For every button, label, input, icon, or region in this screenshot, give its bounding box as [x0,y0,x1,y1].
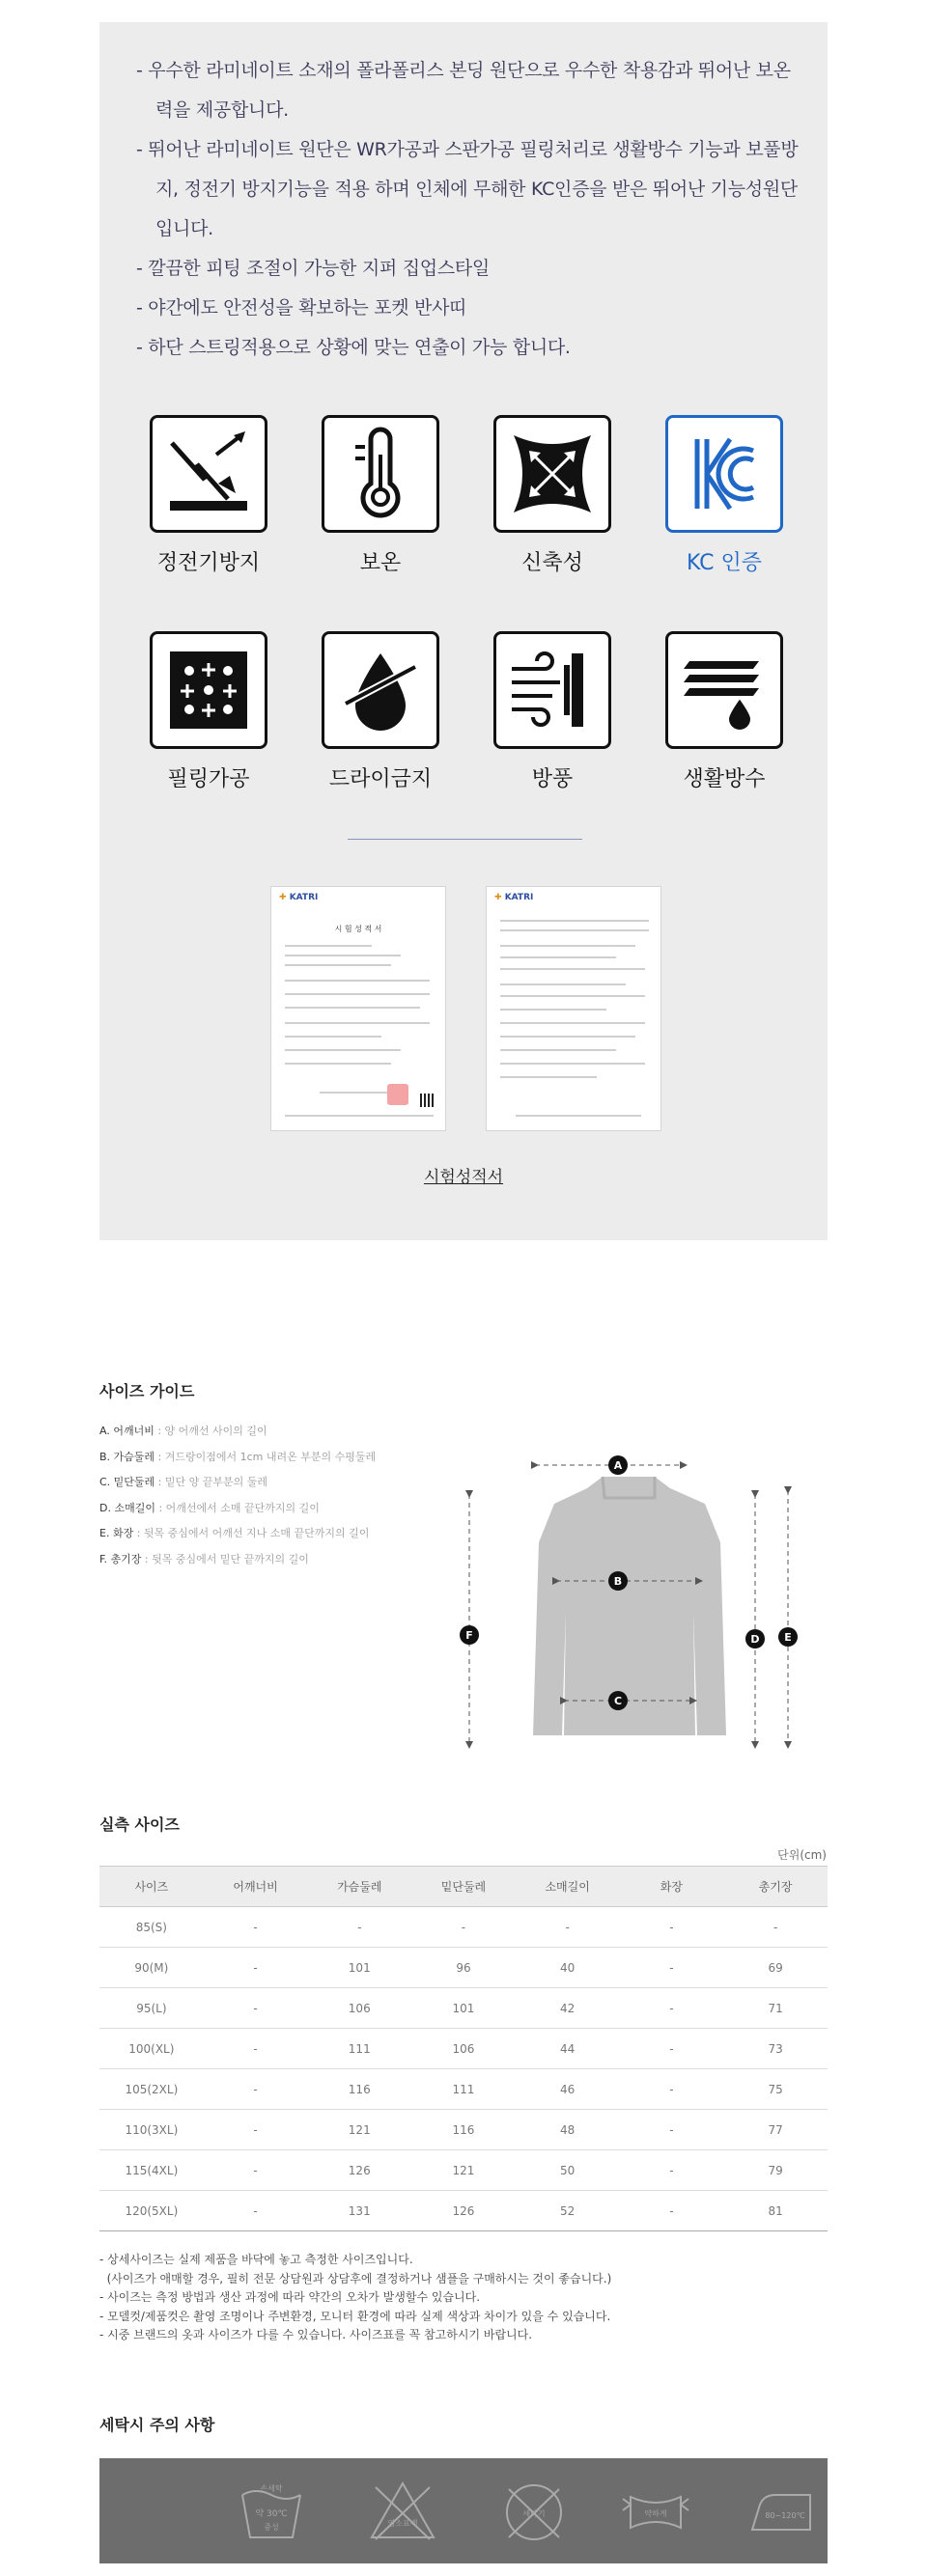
svg-text:약 30℃: 약 30℃ [255,2509,288,2519]
table-cell: 120(5XL) [99,2191,204,2231]
table-cell: - [620,1907,724,1948]
table-cell: 101 [411,1988,516,2029]
table-cell: 85(S) [99,1907,204,1948]
table-cell: 121 [411,2150,516,2191]
table-cell: 71 [723,1988,828,2029]
table-cell: - [204,1988,308,2029]
jacket-silhouette [533,1477,726,1735]
table-cell: - [204,1907,308,1948]
lightning-bolt-icon [150,415,267,533]
table-cell: 40 [516,1948,620,1988]
table-row [99,2110,828,2150]
size-note: - 시중 브랜드의 옷과 사이즈가 다를 수 있습니다. 사이즈표를 꼭 참고하시기 바랍니다. [99,2328,533,2341]
table-cell: - [411,1907,516,1948]
hand-wash-icon [237,2478,306,2545]
feature-bullet: - 우수한 라미네이트 소재의 폴라폴리스 본딩 원단으로 우수한 착용감과 뛰어난 보온력을 제공합니다. [136,60,791,121]
size-notes [99,2251,611,2345]
feature-label: 정전기방지 [156,551,261,575]
katri-logo: ✚ KATRI [279,893,319,902]
table-cell: 116 [411,2110,516,2150]
table-cell: 126 [411,2191,516,2231]
table-header: 화장 [620,1867,724,1907]
certificate-page-2[interactable] [486,886,661,1131]
table-cell: - [204,2029,308,2069]
table-cell: 52 [516,2191,620,2231]
table-header: 밑단둘레 [411,1867,516,1907]
table-cell: 100(XL) [99,2029,204,2069]
table-cell: - [204,1948,308,1988]
marker-c-label: C [613,1695,623,1707]
table-cell: 131 [307,2191,411,2231]
size-guide-item: A. 어깨너비 : 양 어깨선 사이의 길이 [99,1425,267,1437]
marker-e-label: E [784,1631,792,1644]
windproof-icon [493,631,611,749]
table-cell: 77 [723,2110,828,2150]
table-cell: - [620,2191,724,2231]
table-cell: 48 [516,2110,620,2150]
feature-bullet: - 뛰어난 라미네이트 원단은 WR가공과 스판가공 필링처리로 생활방수 기능과 보풀방지, 정전기 방지기능을 적용 하며 인체에 무해한 KC인증을 받은 뛰어난 기능성원단 입니다. [136,139,799,239]
svg-text:세탁기: 세탁기 [522,2509,546,2518]
feature-bullet: - 깔끔한 피팅 조절이 가능한 지퍼 집업스타일 [136,258,490,279]
water-resistant-icon [665,631,783,749]
table-cell: 73 [723,2029,828,2069]
feature-bullets [136,51,802,368]
size-guide-item: B. 가슴둘레 : 겨드랑이점에서 1cm 내려온 부분의 수평둘레 [99,1450,377,1463]
feature-kc [663,415,785,576]
feature-warmth [320,415,441,576]
table-cell: 50 [516,2150,620,2191]
feature-label: 드라이금지 [328,767,433,791]
feature-label: 방풍 [531,767,574,791]
table-cell: - [723,1907,828,1948]
certificate-page-1[interactable] [270,886,446,1131]
table-cell: 79 [723,2150,828,2191]
no-bleach-icon [368,2478,437,2545]
table-cell: 115(4XL) [99,2150,204,2191]
unit-label: 단위(cm) [777,1848,827,1862]
table-cell: 111 [307,2029,411,2069]
table-header: 사이즈 [99,1867,204,1907]
table-cell: 126 [307,2150,411,2191]
marker-f-label: F [465,1629,473,1642]
table-cell: 105(2XL) [99,2069,204,2110]
table-row [99,2191,828,2231]
svg-text:염소표백: 염소표백 [387,2519,418,2528]
dry-clean-icon [499,2478,569,2545]
table-cell: 75 [723,2069,828,2110]
table-header: 어깨너비 [204,1867,308,1907]
table-cell: 96 [411,1948,516,1988]
table-row [99,1948,828,1988]
feature-label: KC 인증 [686,551,763,575]
table-cell: 110(3XL) [99,2110,204,2150]
section-divider [348,839,582,840]
certificate-title: 시 험 성 적 서 [334,925,382,933]
qr-code [420,1094,434,1107]
size-guide-list [99,1419,376,1572]
table-cell: 106 [307,1988,411,2029]
features-panel [99,22,828,1240]
table-cell: - [307,1907,411,1948]
table-cell: 111 [411,2069,516,2110]
size-table-body [99,1907,828,2231]
feature-label: 필링가공 [167,767,250,791]
table-cell: - [516,1907,620,1948]
feature-water-resistant [663,631,785,792]
wring-icon [621,2478,690,2545]
measured-size-title: 실측 사이즈 [99,1815,180,1834]
size-table [99,1866,828,2231]
table-cell: 44 [516,2029,620,2069]
size-note: - 사이즈는 측정 방법과 생산 과정에 따라 약간의 오차가 발생할수 있습니다. [99,2290,481,2304]
care-symbols-bar [99,2458,828,2563]
feature-bullet: - 하단 스트링적용으로 상황에 맞는 연출이 가능 합니다. [136,337,571,358]
katri-logo: ✚ KATRI [494,893,534,902]
table-cell: - [620,2029,724,2069]
table-cell: - [620,1988,724,2029]
svg-text:중성: 중성 [264,2523,279,2532]
size-guide-item: C. 밑단둘레 : 밑단 양 끝부분의 둘레 [99,1476,268,1488]
size-note: - 상세사이즈는 실제 제품을 바닥에 놓고 측정한 사이즈입니다. [99,2253,413,2266]
size-note: - 모델컷/제품컷은 촬영 조명이나 주변환경, 모니터 환경에 따라 실제 색상과 차이가 있을 수 있습니다. [99,2309,611,2323]
table-row [99,1907,828,1948]
table-cell: 46 [516,2069,620,2110]
size-guide-item: E. 화장 : 뒷목 중심에서 어깨선 지나 소매 끝단까지의 길이 [99,1527,370,1539]
table-cell: - [620,2069,724,2110]
no-dry-drop-icon [322,631,439,749]
table-cell: 42 [516,1988,620,2029]
feature-pilling [148,631,269,792]
table-header-row [99,1867,828,1907]
table-cell: - [620,1948,724,1988]
table-cell: - [620,2110,724,2150]
care-title: 세탁시 주의 사항 [99,2416,215,2434]
thermometer-icon [322,415,439,533]
feature-stretch [492,415,613,576]
size-note: (사이즈가 애매할 경우, 필히 전문 상담원과 상담후에 결정하거나 샘플을 구매하시는 것이 좋습니다.) [99,2271,612,2285]
table-cell: 116 [307,2069,411,2110]
feature-label: 생활방수 [683,767,766,791]
marker-a-label: A [613,1459,623,1472]
size-guide-item: F. 총기장 : 뒷목 중심에서 밑단 끝까지의 길이 [99,1552,309,1565]
marker-b-label: B [613,1575,623,1588]
table-cell: 95(L) [99,1988,204,2029]
table-cell: 81 [723,2191,828,2231]
table-row [99,2150,828,2191]
table-cell: - [204,2110,308,2150]
iron-icon [746,2478,816,2545]
feature-label: 신축성 [521,551,583,575]
kc-mark-icon [665,415,783,533]
feature-no-dry [320,631,441,792]
official-stamp [387,1084,408,1105]
marker-d-label: D [750,1633,760,1646]
table-cell: 69 [723,1948,828,1988]
feature-antistatic [148,415,269,576]
table-cell: 121 [307,2110,411,2150]
feature-label: 보온 [359,551,402,575]
feature-bullet: - 야간에도 안전성을 확보하는 포켓 반사띠 [136,297,467,319]
certificate-caption[interactable]: 시험성적서 [423,1168,504,1187]
table-header: 총기장 [723,1867,828,1907]
table-cell: 106 [411,2029,516,2069]
table-cell: - [204,2069,308,2110]
table-row [99,2029,828,2069]
size-guide-title: 사이즈 가이드 [99,1382,195,1400]
feature-windproof [492,631,613,792]
table-header: 가슴둘레 [307,1867,411,1907]
svg-text:손세탁: 손세탁 [260,2484,283,2493]
table-row [99,2069,828,2110]
svg-text:80~120℃: 80~120℃ [765,2511,805,2520]
pilling-dots-icon [150,631,267,749]
table-header: 소매길이 [516,1867,620,1907]
table-row [99,1988,828,2029]
stretch-arrows-icon [493,415,611,533]
table-cell: 101 [307,1948,411,1988]
size-guide-item: D. 소매길이 : 어깨선에서 소매 끝단까지의 길이 [99,1501,320,1514]
table-cell: - [204,2150,308,2191]
jacket-size-diagram [452,1455,819,1755]
table-cell: - [620,2150,724,2191]
table-cell: - [204,2191,308,2231]
svg-text:약하게: 약하게 [644,2509,667,2518]
table-cell: 90(M) [99,1948,204,1988]
